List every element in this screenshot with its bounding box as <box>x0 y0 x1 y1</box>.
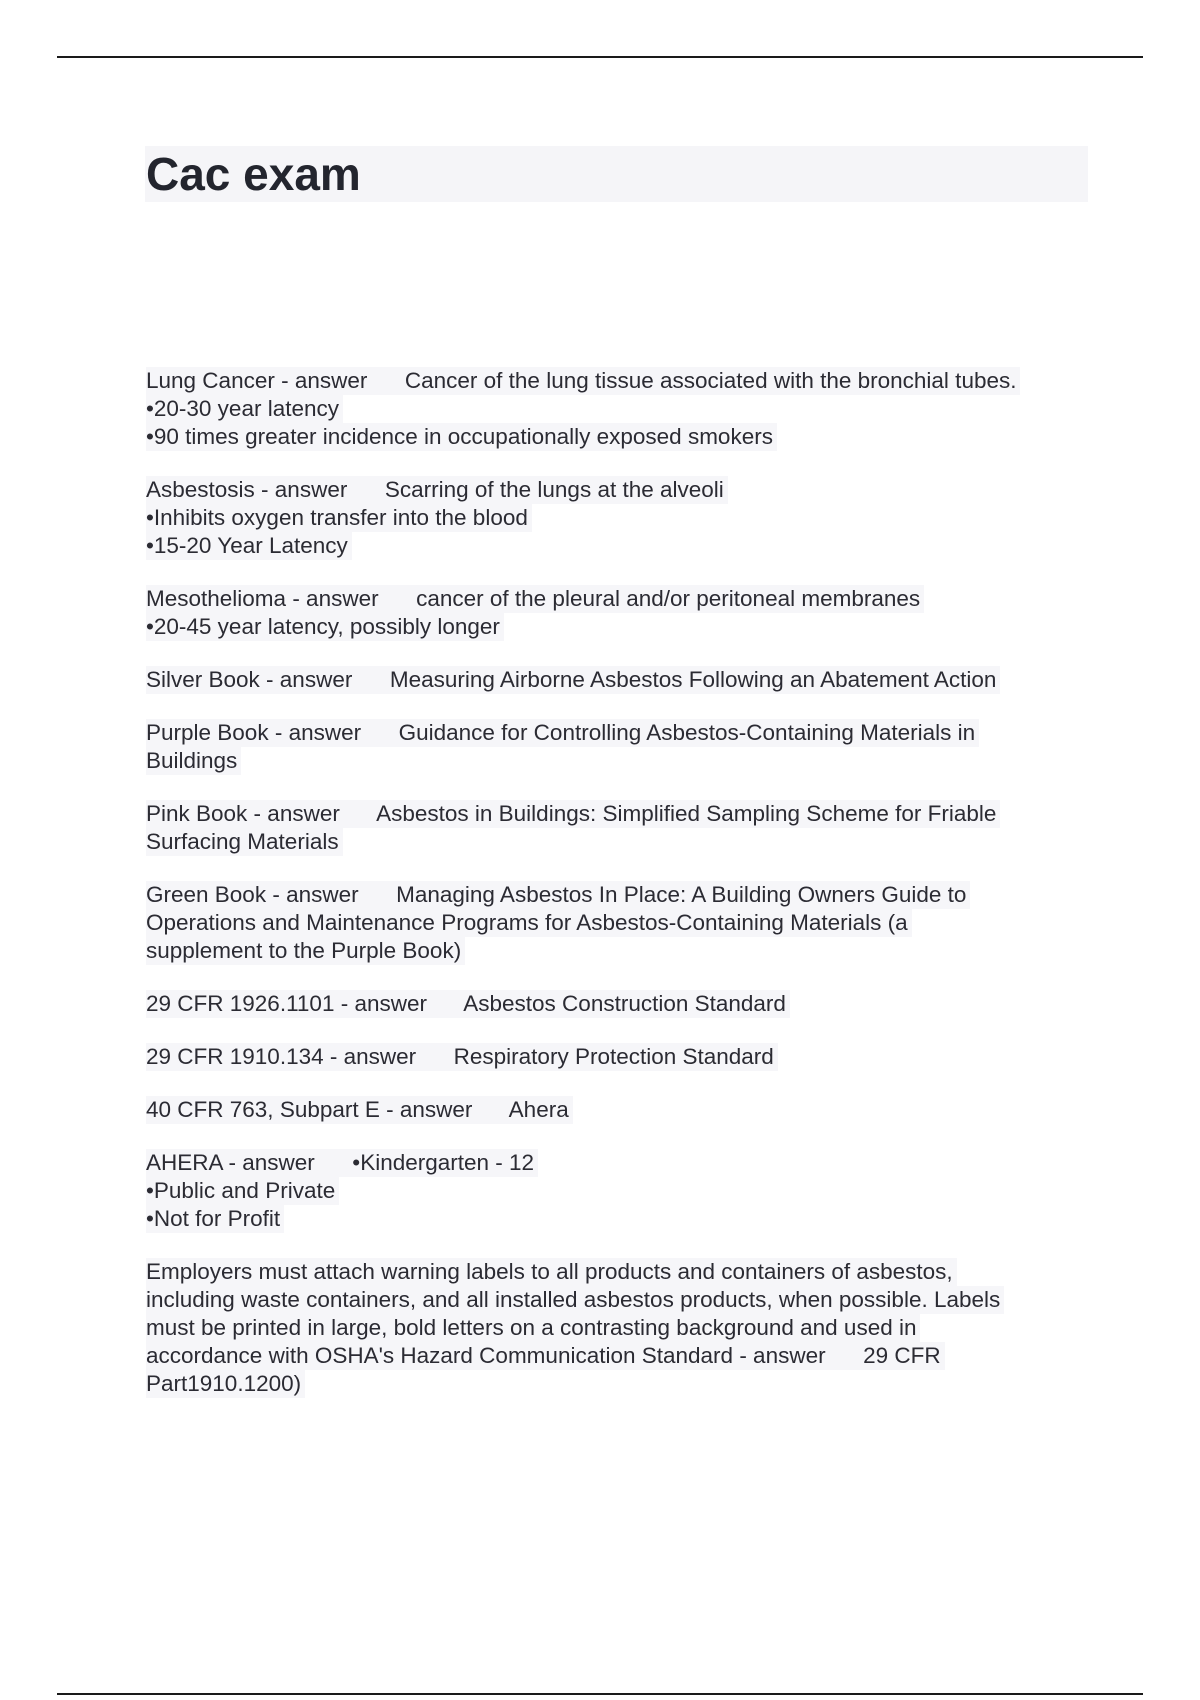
qa-line <box>146 1342 1106 1370</box>
qa-line <box>146 532 1106 560</box>
qa-line <box>146 666 1106 694</box>
qa-line-text: 29 CFR 1910.134 - answer Respiratory Protection Standard <box>146 1043 778 1071</box>
qa-line-text: •15-20 Year Latency <box>146 532 352 560</box>
qa-line-text: 29 CFR 1926.1101 - answer Asbestos Construction Standard <box>146 990 790 1018</box>
qa-line <box>146 828 1106 856</box>
qa-line <box>146 937 1106 965</box>
qa-line-text: •Public and Private <box>146 1177 339 1205</box>
qa-line-text: including waste containers, and all installed asbestos products, when possible. Labels <box>146 1286 1004 1314</box>
qa-line <box>146 747 1106 775</box>
qa-line <box>146 1314 1106 1342</box>
qa-line-text: Purple Book - answer Guidance for Controlling Asbestos-Containing Materials in <box>146 719 979 747</box>
qa-line <box>146 1043 1106 1071</box>
qa-entry <box>146 719 1106 775</box>
qa-line <box>146 1177 1106 1205</box>
qa-line-text: Lung Cancer - answer Cancer of the lung tissue associated with the bronchial tubes. <box>146 367 1020 395</box>
qa-line <box>146 719 1106 747</box>
qa-line <box>146 476 1106 504</box>
qa-line <box>146 909 1106 937</box>
qa-list <box>146 367 1106 1423</box>
qa-line-text: Surfacing Materials <box>146 828 343 856</box>
qa-line <box>146 990 1106 1018</box>
qa-line <box>146 1149 1106 1177</box>
qa-line-text: •Not for Profit <box>146 1205 284 1233</box>
qa-entry <box>146 1043 1106 1071</box>
qa-entry <box>146 800 1106 856</box>
qa-line <box>146 881 1106 909</box>
qa-entry <box>146 1149 1106 1233</box>
document-title: Cac exam <box>146 148 361 200</box>
qa-line <box>146 395 1106 423</box>
qa-entry <box>146 666 1106 694</box>
qa-line-text: Buildings <box>146 747 241 775</box>
bottom-rule <box>57 1693 1143 1695</box>
qa-line <box>146 423 1106 451</box>
qa-line-text: Silver Book - answer Measuring Airborne Asbestos Following an Abatement Action <box>146 666 1000 694</box>
qa-entry <box>146 1096 1106 1124</box>
qa-line <box>146 1286 1106 1314</box>
qa-line-text: •90 times greater incidence in occupationally exposed smokers <box>146 423 777 451</box>
qa-line-text: •Inhibits oxygen transfer into the blood <box>146 504 532 532</box>
qa-line-text: Green Book - answer Managing Asbestos In Place: A Building Owners Guide to <box>146 881 970 909</box>
qa-line <box>146 1096 1106 1124</box>
qa-line <box>146 367 1106 395</box>
qa-line-text: Asbestosis - answer Scarring of the lungs at the alveoli <box>146 476 728 504</box>
qa-line-text: accordance with OSHA's Hazard Communication Standard - answer 29 CFR <box>146 1342 945 1370</box>
qa-line <box>146 585 1106 613</box>
qa-entry <box>146 585 1106 641</box>
qa-line-text: Operations and Maintenance Programs for Asbestos-Containing Materials (a <box>146 909 912 937</box>
qa-entry <box>146 1258 1106 1398</box>
top-rule <box>57 56 1143 58</box>
qa-line-text: AHERA - answer •Kindergarten - 12 <box>146 1149 538 1177</box>
qa-line-text: Mesothelioma - answer cancer of the pleural and/or peritoneal membranes <box>146 585 924 613</box>
qa-line-text: 40 CFR 763, Subpart E - answer Ahera <box>146 1096 573 1124</box>
qa-line <box>146 1205 1106 1233</box>
qa-entry <box>146 476 1106 560</box>
qa-line <box>146 1258 1106 1286</box>
qa-line-text: •20-30 year latency <box>146 395 343 423</box>
qa-entry <box>146 990 1106 1018</box>
qa-entry <box>146 881 1106 965</box>
qa-line-text: •20-45 year latency, possibly longer <box>146 613 504 641</box>
qa-line-text: Employers must attach warning labels to all products and containers of asbestos, <box>146 1258 957 1286</box>
qa-line-text: Part1910.1200) <box>146 1370 305 1398</box>
qa-entry <box>146 367 1106 451</box>
qa-line <box>146 1370 1106 1398</box>
qa-line-text: Pink Book - answer Asbestos in Buildings: Simplified Sampling Scheme for Friable <box>146 800 1000 828</box>
qa-line-text: supplement to the Purple Book) <box>146 937 465 965</box>
qa-line <box>146 613 1106 641</box>
qa-line <box>146 504 1106 532</box>
qa-line-text: must be printed in large, bold letters on a contrasting background and used in <box>146 1314 920 1342</box>
qa-line <box>146 800 1106 828</box>
